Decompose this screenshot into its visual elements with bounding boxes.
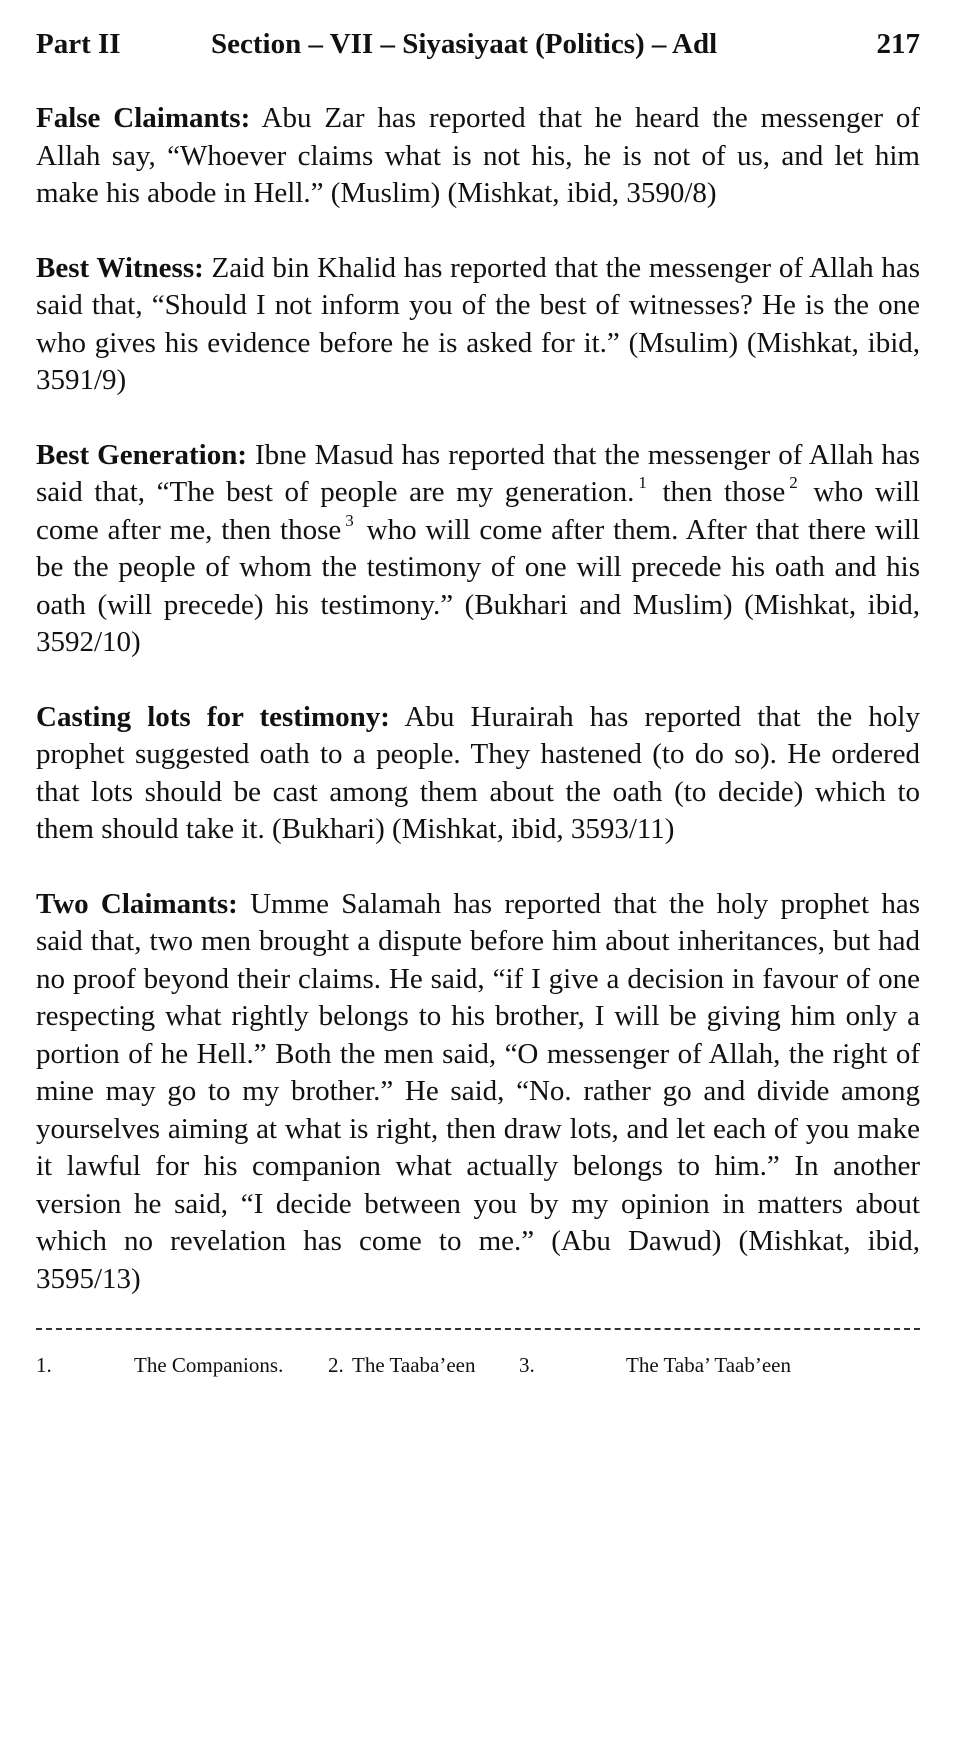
footnote-text: The Taba’ Taab’een [626, 1353, 791, 1377]
paragraph-title: False Claimants: [36, 102, 251, 134]
paragraph-text: Ibne Masud has reported that the messenger of Allah has said that, “The best of people are my generation. [36, 438, 920, 508]
paragraph-text: Umme Salamah has reported that the holy prophet has said that, two men brought a dispute before him about inheritances, but had no proof beyond their claims. He said, “if I give a decision in favour of one respecting what rightly belongs to his brother, I will be giving him only a portion of he Hell.” Both the men said, “O messenger of Allah, the right of mine may go to my brother.” He said, “No. rather go and divide among yourselves aiming at what is right, then draw lots, and let each of you make it lawful for his companion what actually belongs to him.” In another version he said, “I decide between you by my opinion in matters about which no revelation has come to me.” (Abu Dawud) (Mishkat, ibid, 3595/13) [36, 887, 920, 1295]
footnote-text: The Companions. [134, 1353, 284, 1377]
page-number: 217 [876, 28, 920, 60]
footnote-number: 3. [519, 1353, 535, 1377]
paragraph-casting-lots [36, 699, 920, 849]
paragraph-text: who will come after them. After that there will be the people of whom the testimony of one will precede his oath and his oath (will precede) his testimony.” (Bukhari and Muslim) (Mishkat, ibid, 3592/10) [36, 513, 920, 658]
paragraph-best-generation [36, 437, 920, 662]
document-page [36, 22, 920, 1380]
footnote-marker: 3 [345, 510, 354, 530]
footnote-number: 1. [36, 1353, 52, 1377]
paragraph-false-claimants [36, 100, 920, 213]
paragraph-two-claimants [36, 886, 920, 1299]
footnote-marker: 1 [638, 473, 647, 492]
paragraph-text: Zaid bin Khalid has reported that the messenger of Allah has said that, “Should I not inform you of the best of witnesses? He is the one who gives his evidence before he is asked for it.” (Msulim) (Mishkat, ibid, 3591/9) [36, 251, 921, 396]
footnotes [36, 1350, 920, 1380]
footnote-text: The Taaba’een [352, 1353, 476, 1377]
header-part: Part II [36, 28, 121, 60]
paragraph-best-witness [36, 250, 920, 400]
paragraph-title: Best Generation: [36, 438, 247, 471]
page-header [36, 22, 920, 66]
paragraph-text: who will come after me, then those [36, 476, 920, 546]
paragraph-text: then those [650, 476, 786, 508]
footnote-marker: 2 [789, 473, 798, 492]
paragraph-title: Casting lots for testimony: [36, 700, 390, 733]
paragraph-text: Abu Hurairah has reported that the holy prophet suggested oath to a people. They hastened (to do so). He ordered that lots should be cast among them about the oath (to decide) which to them should take it. (Bukhari) (Mishkat, ibid, 3593/11) [36, 700, 920, 845]
header-section-title: Section – VII – Siyasiyaat (Politics) – Adl [211, 28, 718, 60]
footnote-divider [36, 1328, 920, 1330]
paragraph-text: Abu Zar has reported that he heard the messenger of Allah say, “Whoever claims what is not his, he is not of us, and let him make his abode in Hell.” (Muslim) (Mishkat, ibid, 3590/8) [36, 102, 921, 209]
paragraph-title: Two Claimants: [36, 887, 238, 920]
paragraph-title: Best Witness: [36, 251, 204, 284]
footnote-number: 2. [328, 1353, 344, 1377]
